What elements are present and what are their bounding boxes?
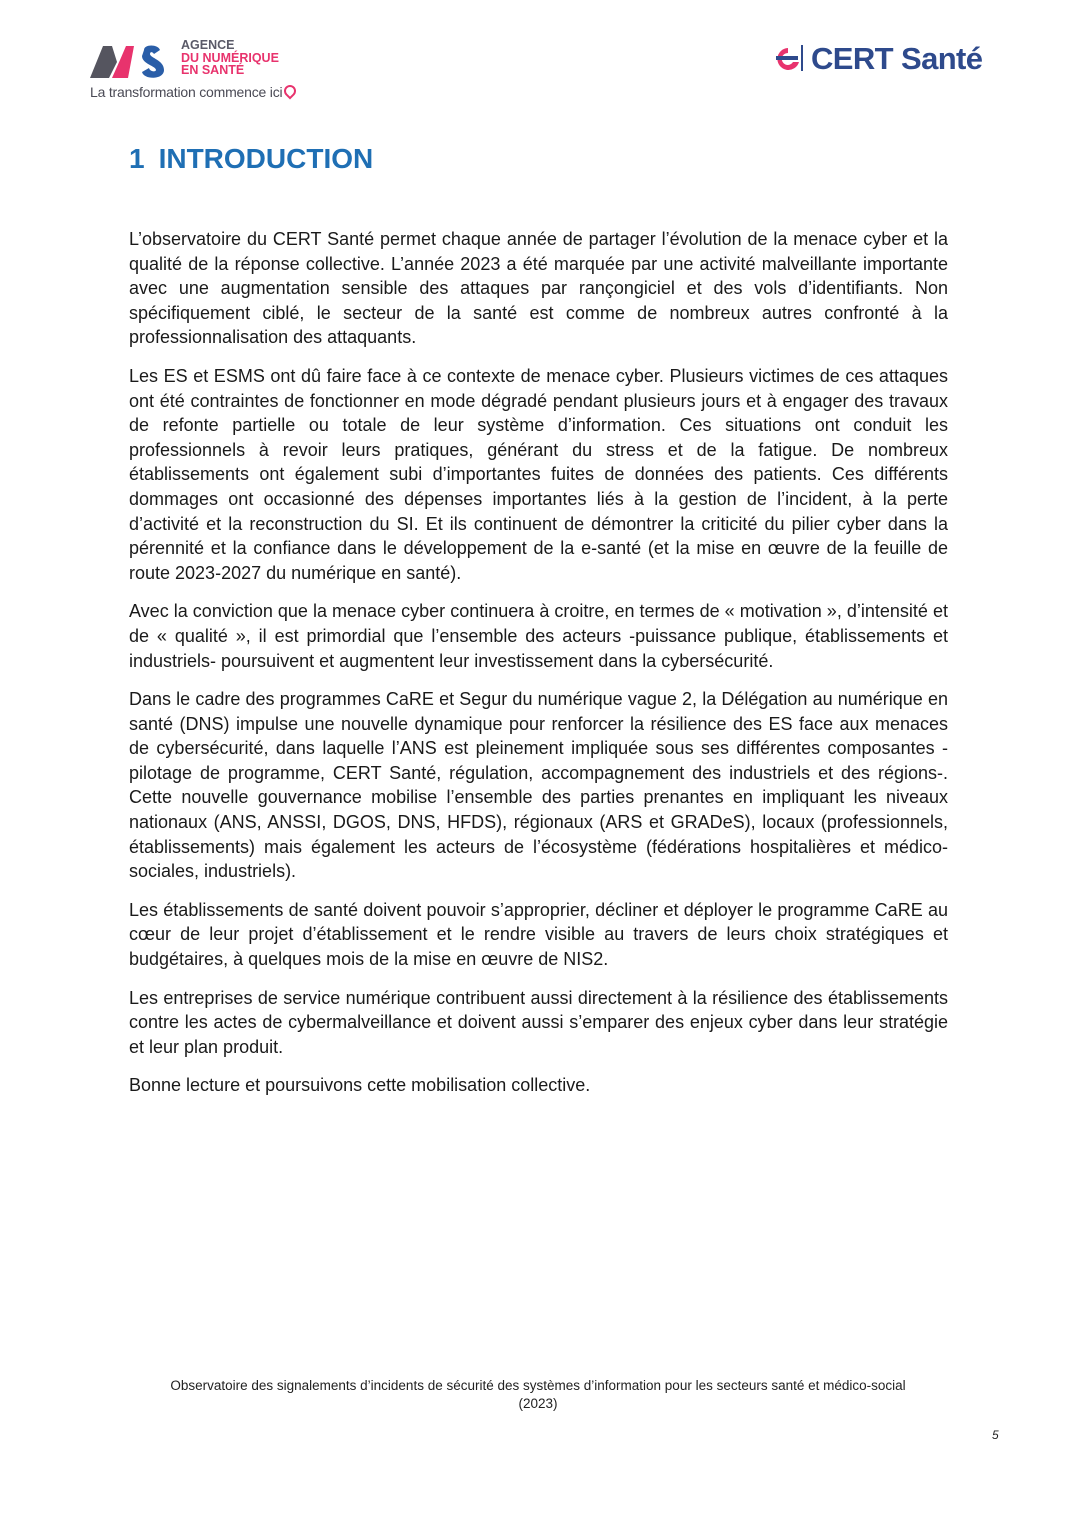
- ans-logo-line2: DU NUMÉRIQUE: [181, 50, 279, 65]
- ans-logo-text: [181, 39, 279, 77]
- cert-sante-logo: [773, 38, 982, 78]
- footer-line1: Observatoire des signalements d’incidents de sécurité des systèmes d’information pour les secteurs santé et médico-social: [170, 1378, 906, 1393]
- ans-logo-line3: EN SANTÉ: [181, 63, 245, 77]
- section-number: 1: [129, 143, 145, 174]
- page-number: 5: [992, 1428, 999, 1442]
- paragraph: Les ES et ESMS ont dû faire face à ce contexte de menace cyber. Plusieurs victimes de ces attaques ont été contraintes de fonctionner en mode dégradé pendant plusieurs jours et à engager des travaux de refonte partielle ou totale de leur système d’information. Ces situations ont conduit les professionnels à revoir leurs pratiques, générant du stress et de la fatigue. De nombreux établissements ont également subi d’importantes fuites de données des patients. Ces différents dommages ont occasionné des dépenses importantes liés à la gestion de l’incident, à la perte d’activité et la reconstruction du SI. Et ils continuent de démontrer la criticité du pilier cyber dans la pérennité et la confiance dans le développement de la e-santé (et la mise en œuvre de la feuille de route 2023-2027 du numérique en santé).: [129, 365, 948, 583]
- paragraph: L’observatoire du CERT Santé permet chaque année de partager l’évolution de la menace cyber et la qualité de la réponse collective. L’année 2023 a été marquée par une activité malveillante importante avec une augmentation sensible des attaques par rançongiciel et des vols d’identifiants. Non spécifiquement ciblé, le secteur de la santé est comme de nombreux autres confronté à la professionnalisation des attaquants.: [129, 229, 948, 348]
- paragraph: Les établissements de santé doivent pouvoir s’approprier, décliner et déployer le programme CaRE au cœur de leur projet d’établissement et le rendre visible au travers de leurs choix stratégiques et budgétaires, à quelques mois de la mise en œuvre de NIS2.: [129, 899, 948, 970]
- cert-sante-logo-text: CERT Santé: [811, 40, 983, 76]
- section-title: INTRODUCTION: [158, 143, 374, 174]
- ans-logo-line1: AGENCE: [181, 38, 235, 52]
- footer-line2: (2023): [518, 1395, 558, 1411]
- cert-sante-emblem-icon: [773, 42, 809, 74]
- location-pin-icon: [282, 83, 299, 100]
- section-heading: [129, 142, 373, 176]
- paragraph: Les entreprises de service numérique contribuent aussi directement à la résilience des établissements contre les actes de cybermalveillance et doivent aussi s’emparer des enjeux cyber dans leur stratégie et leur plan produit.: [129, 987, 948, 1057]
- ans-logo-mark-icon: [88, 40, 176, 80]
- ans-logo: [88, 36, 303, 104]
- body-text: [129, 227, 948, 1112]
- paragraph: Bonne lecture et poursuivons cette mobilisation collective.: [129, 1075, 591, 1096]
- ans-tagline: La transformation commence ici: [90, 84, 283, 100]
- paragraph: Dans le cadre des programmes CaRE et Segur du numérique vague 2, la Délégation au numérique en santé (DNS) impulse une nouvelle dynamique pour renforcer la résilience des ES face aux menaces de cybersécurité, dans laquelle l’ANS est pleinement impliquée sous ses différentes composantes -pilotage de programme, CERT Santé, régulation, accompagnement des industriels et des régions-. Cette nouvelle gouvernance mobilise l’ensemble des parties prenantes en impliquant les niveaux nationaux (ANS, ANSSI, DGOS, DNS, HFDS), régionaux (ARS et GRADeS), locaux (professionnels, établissements) mais également les acteurs de l’écosystème (fédérations hospitalières et médico-sociales, industriels).: [129, 689, 948, 882]
- paragraph: Avec la conviction que la menace cyber continuera à croitre, en termes de « motivation », d’intensité et de « qualité », il est primordial que l’ensemble des acteurs -puissance publique, établissements et industriels- poursuivent et augmentent leur investissement dans la cybersécurité.: [129, 601, 948, 671]
- ans-tagline-row: [90, 84, 296, 100]
- page-footer: [120, 1377, 956, 1412]
